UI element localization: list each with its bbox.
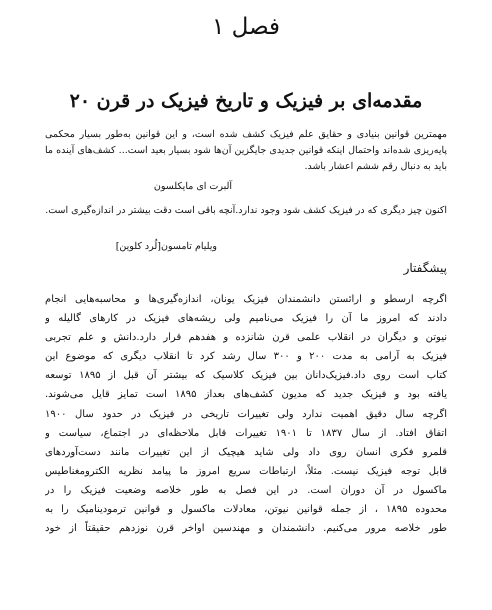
body-line: قابل توجه فیزیک نیست. مثلاً، ارتباطات سریع امروز ما پیامد نظریه الکترومغناطیس: [45, 465, 447, 477]
chapter-title: مقدمه‌ای بر فیزیک و تاریخ فیزیک در قرن ۲۰: [69, 90, 423, 112]
body-line: قلمرو فکری انسان روی داد ولی شاید هیچیک از این تغییرات مانند دست‌آوردهای: [45, 446, 447, 458]
body-line: دادند که امروز ما آن را فیزیک می‌نامیم ولی ریشه‌های فیزیک در کارهای گالیله و: [45, 313, 447, 325]
body-line: اگرچه سال دقیق اهمیت ندارد ولی تغییرات تاریخی در فیزیک در حدود سال ۱۹۰۰: [45, 408, 447, 420]
body-line: یافته بود و فیزیک جدید که مدیون کشف‌های بعداز ۱۸۹۵ است تمایز قایل می‌شوند.: [45, 389, 447, 401]
body-line: طور خلاصه مرور می‌کنیم. دانشمندان و مهندسین اواخر قرن نوزدهم حقیقتاً از خود: [45, 523, 447, 535]
body-line: ماکسول در آن دوران است. در این فصل به طور خلاصه وضعیت فیزیک را در: [45, 484, 447, 496]
epigraph-quote-2: اکنون چیز دیگری که در فیزیک کشف شود وجود ندارد.آنچه باقی است دقت بیشتر در اندازه‌گیری است.: [45, 205, 447, 216]
body-line: فیزیک به آرامی به مدت ۲۰۰ و ۳۰۰ سال رشد کرد تا انقلاب دیگری که موضوع این: [45, 351, 447, 363]
section-heading: پیشگفتار: [403, 261, 447, 275]
chapter-heading: فصل ۱: [211, 14, 281, 40]
body-line: اتفاق افتاد. از سال ۱۸۳۷ تا ۱۹۰۱ تغییرات قابل ملاحظه‌ای در اجتماع، سیاست و: [45, 427, 447, 439]
body-line: کتاب است روی داد.فیزیک‌دانان بین فیزیک کلاسیک که بیشتر آن قبل از ۱۸۹۵ توسعه: [45, 370, 447, 382]
body-line: نیوتن و دیگران در انقلاب علمی قرن شانزده و هفدهم قرار دارد.دانش و علم تجربی: [45, 332, 447, 344]
body-line: محدوده ۱۸۹۵ ، از جمله قوانین نیوتن، معادلات ماکسول و قوانین ترمودینامیک را به: [45, 504, 447, 516]
epigraph-attribution-2: ویلیام تامسون[لُرد کلوین]: [115, 241, 217, 252]
epigraph-quote-1: مهمترین قوانین بنیادی و حقایق علم فیزیک کشف شده است، و این قوانین به‌طور بسیار محکمی پایه‌ریزی شده‌اند واحتمال اینکه قوانین جدیدی جایگزین آن‌ها شود بسیار بعید است... کشف‌های آینده ما باید به دنبال رقم ششم اعشار باشد.: [45, 129, 447, 172]
body-line: اگرچه ارسطو و ارائستن دانشمندان فیزیک یونان، اندازه‌گیری‌ها و محاسبه‌هایی انجام: [45, 294, 447, 305]
epigraph-attribution-1: آلبرت ای مایکلسون: [153, 181, 232, 192]
body-paragraph: [45, 290, 447, 538]
